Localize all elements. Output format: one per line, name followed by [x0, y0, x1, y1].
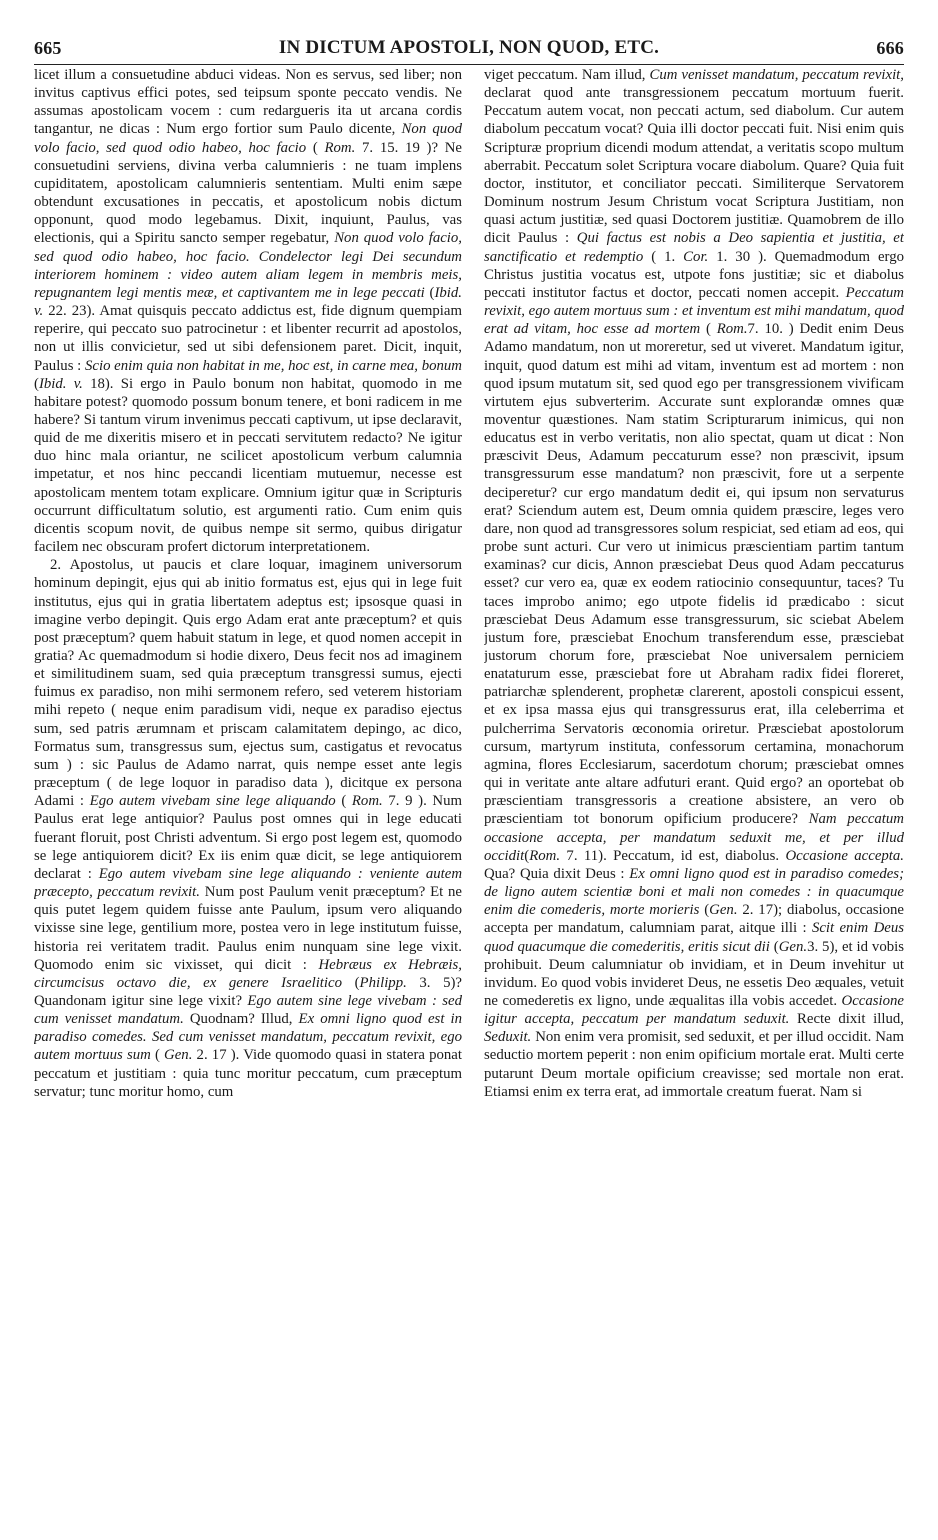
paragraph — [34, 66, 462, 556]
quotation-text: Ego autem vivebam sine lege aliquando : veniente autem præcepto, peccatum revixit. — [34, 865, 462, 901]
right-page-number: 666 — [876, 37, 904, 58]
quotation-text: Gen. — [164, 1047, 193, 1064]
quotation-text: Ibid. v. — [34, 284, 462, 320]
body-text: 1. 30 ). Quemadmodum ergo Christus justitia vocatus est, utpote fons justitiæ; sic et diabolus peccati institutor factus et doctor, peccati nomen accepit. — [484, 248, 904, 301]
quotation-text: Non quod volo facio, sed quod odio habeo, hoc facio — [34, 121, 462, 156]
quotation-text: Hebræus ex Hebræis, circumcisus octavo die, ex genere Israelitico — [34, 956, 462, 991]
body-text: 22. 23). Amat quisquis peccato addictus est, fide dignum quempiam reperire, qui peccato suo patrocinetur : et libenter recurrit ad apostolos, non ut illis convicietur, sed ut sibi defensionem paret. Dicit, inquit, Paulus : — [34, 303, 462, 374]
quotation-text: Gen. — [778, 938, 808, 955]
body-text: ( — [306, 139, 325, 156]
paragraph — [484, 66, 904, 1101]
body-text: ( — [342, 974, 360, 991]
body-text: ( — [424, 284, 435, 301]
quotation-text: Qui factus est nobis a Deo sapientia et justitia, et sanctificatio et redemptio — [484, 230, 904, 265]
body-text: 7. 10. ) Dedit enim Deus Adamo mandatum, non ut moreretur, sed ut viveret. Mandatum igitur, inquit, quod datum est mihi ad vitam, inventum est ad mortem : non quod ipsum mutatum sit, sed quod ego per transgressionem vivificam virtutem ejus subverterim. Accurate sunt explorandæ omnes quæ moventur quæstiones. Nam statim Scripturarum inimicus, qui non educatus est in verbo veritatis, non alio spectat, quam ut dicat : Non præscivit Deus, Adamum peccaturum esse? non præscivit, ipsum transgressurum esse mandatum? non præscivit, fore ut a serpente deciperetur? cur ergo mandatum dedit ei, qui ipsum non servaturus erat? Sciendum autem est, Deum omnia quidem præscire, leges vero dare, non quod ad transgressores solum respiciat, sed etiam ad eos, qui probe sunt acturi. Cur vero ut inimicus præscientiam partim tantum examinas? cur dicis, Annon præsciebat Deus quod Adam peccaturus esset? cur vero ea, quæ ex eodem ratiocinio consequuntur, taces? Tu taces improbo animo; ego utpote fidelis id prædicabo : sicut præsciebat Deus Adamum esse transgressurum, sic sciebat Abelem justum fore, præsciebat Enochum transferendum esse, præsciebat justorum chorum fore, præsciebat Noe universalem perniciem enataturum esse, præsciebat fore ut Abraham radix fidei floreret, patriarchæ splenderent, prophetæ clarerent, apostoli conspicui essent, et ex ipsa massa ejus qui transgressurus erat, illa celeberrima et pulcherrima Servatoris œconomia oriretur. Præsciebat apostolorum cursum, martyrum instituta, confessorum certamina, monachorum agmina, flores Ecclesiarum, sacerdotum chorum; præsciebat omnes qui in veritate ante altare adfuturi erant. Quid ergo? an oportebat ob præscientiam transgressoris a creatione absistere, an vero ob præscientiam tot bonorum opificium producere? — [484, 321, 904, 828]
body-text: licet illum a consuetudine abduci videas. Non es servus, sed liber; non invitus captivus effici potes, sed teipsum sponte peccato vendis. Ne assumas apostolicam vocem : cum redargueris ita ut arcana cordis tangantur, ne dicas : Num ergo fortior sum Paulo dicente, — [34, 67, 462, 138]
quotation-text: Ibid. v. — [38, 375, 83, 392]
body-text: 7. 9 ). Num Paulus erat lege antiquior? Paulus post omnes qui in lege educati fuerant floruit, post Christi adventum. Si ergo post legem est, quomodo se lege antiquiorem dicit? Ex iis enim quæ dicit, se lege antiquiorem declarat : — [34, 793, 462, 882]
quotation-text: Scio enim quia non habitat in me, hoc est, in carne mea, bonum — [85, 357, 462, 374]
quotation-text: Occasione accepta. — [785, 847, 904, 864]
body-text: ( — [335, 793, 352, 810]
body-text: 7. 15. 19 )? Ne consuetudini serviens, divina verba calumnieris : ne tuam implens cupiditatem, apostolicam calumnieris sententiam. Multi enim sæpe obtendunt excusationes in peccatis, et apostolicum nobis dictum opponunt, quod modo legebamus. Dixit, inquiunt, Paulus, vas electionis, qui a Spiritu sancto semper regebatur, — [34, 139, 462, 247]
body-text: Recte dixit illud, — [789, 1011, 904, 1028]
header-rule — [34, 64, 904, 65]
quotation-text: Seduxit. — [484, 1029, 532, 1046]
body-text: viget peccatum. Nam illud, — [484, 67, 650, 83]
quotation-text: Ego autem vivebam sine lege aliquando — [89, 793, 336, 810]
quotation-text: Rom. — [716, 321, 748, 338]
quotation-text: Peccatum revixit, ego autem mortuus sum : et inventum est mihi mandatum, quod erat ad vitam, hoc esse ad mortem — [484, 284, 904, 338]
body-text: 3. 5)? Quandonam igitur sine lege vixit? — [34, 974, 462, 1009]
body-text: 3. 5), et id vobis prohibuit. Deum calumniatur ob invidiam, et in Deum invehitur ut invidum. Eo quod vobis invideret Deus, ne essetis Deo æquales, vetuit ne comederetis ex ligno, unde æqualitas illa vobis accedet. — [484, 938, 904, 1009]
body-text: ( — [699, 902, 710, 919]
quotation-text: Cum venisset mandatum, peccatum revixit, — [649, 67, 904, 83]
quotation-text: Ex omni ligno quod est in paradiso comedes; de ligno autem scientiæ boni et mali non comedes : in quacumque enim die comederis, morte morieris — [484, 865, 904, 919]
quotation-text: Cor. — [683, 248, 709, 265]
quotation-text: Gen. — [709, 902, 738, 919]
body-text: Quodnam? Illud, — [183, 1011, 299, 1028]
body-text: 2. Apostolus, ut paucis et clare loquar, imaginem universorum hominum depingit, ejus qui ab initio formatus est, ejus qui in lege fuit institutus, ejus qui in gratia libertatem adeptus est; ipsosque quasi in imagine verbo depingit. Quis ergo Adam erat ante præceptum? et quis post præceptum? quem habuit statum in lege, et quod nomen accepit in gratia? Ac quemadmodum si hodie dixero, Deus fecit nos ad imaginem et similitudinem suam, sed quia præceptum transgressi sumus, ejecti fuimus ex paradiso, non mihi sermonem refero, sed veterem historiam mihi repeto ( neque enim paradisum vidi, neque ex paradiso ejectus sum, sed patris ærumnam et priscam calamitatem depingo, ac dico, Formatus sum, transgressus sum, ejectus sum, castigatus et revocatus sum ) : sic Paulus de Adamo narrat, quis nempe esset ante legis præceptum ( de lege loquor in paradiso data ), dicitque ex persona Adami : — [34, 557, 462, 810]
body-text: 2. 17 ). Vide quomodo quasi in statera ponat peccatum et justitiam : quia tunc moritur peccatum, cum præceptum servatur; tunc moritur homo, cum — [34, 1047, 462, 1100]
left-page-number: 665 — [34, 37, 62, 58]
quotation-text: Ex omni ligno quod est in paradiso comedes. Sed cum venisset mandatum, peccatum revixit, ego autem mortuus sum — [34, 1011, 462, 1064]
body-text: ( — [34, 375, 39, 392]
body-text: Non enim vera promisit, sed seduxit, et per illud occidit. Nam seductio mortem peperit : non enim opificium mortale erat. Multi certe putarunt Deum mortale opificium creavisse; sed mortale non erat. Etiamsi enim ex terra erat, ad immortale creatum fuerat. Nam si — [484, 1029, 904, 1100]
body-text: declarat quod ante transgressionem peccatum mortuum fuerit. Peccatum autem vocat, non peccati actum, sed diabolum. Cur autem diabolum peccatum vocat? Quia illi doctor peccati fuit. Nisi enim quis Scripturæ proprium dicendi modum attendat, a veritatis scopo multum aberrabit. Peccatum solet Scriptura vocare diabolum. Quare? Quia fuit doctor, institutor, et conciliator peccati. Similiterque Servatorem Dominum nostrum Jesum Christum vocat Scriptura Justitiam, non quasi actum justitiæ, sed quasi Doctorem justitiæ. Quamobrem de illo dicit Paulus : — [484, 85, 904, 247]
quotation-text: Scit enim Deus quod quacumque die comederitis, eritis sicut dii — [484, 920, 904, 955]
paragraph — [34, 556, 462, 1101]
quotation-text: Rom. — [324, 139, 356, 156]
body-text: 2. 17); diabolus, occasione accepta per mandatum, calumniam parat, aitque illi : — [484, 902, 904, 937]
right-column — [484, 66, 904, 1526]
quotation-text: Nam peccatum occasione accepta, per mandatum seduxit me, et per illud occidit — [484, 811, 904, 864]
left-column — [34, 66, 462, 1526]
quotation-text: Ego autem sine lege vivebam : sed cum venisset mandatum. — [34, 992, 462, 1028]
body-text: Num post Paulum venit præceptum? Et ne quis putet legem quidem fuisse ante Paulum, ipsum vero aliquando vixisse sine lege, gentilium more, postea vero in lege institutum fuisse, historia rei veritatem tradit. Paulus enim nunquam sine lege vixit. Quomodo enim sic vixisset, qui dicit : — [34, 884, 462, 973]
body-text: ( — [700, 321, 717, 338]
running-title: IN DICTUM APOSTOLI, NON QUOD, ETC. — [278, 37, 660, 58]
body-text: ( — [524, 847, 530, 864]
quotation-text: Rom. — [351, 793, 383, 810]
body-text: ( — [150, 1047, 165, 1064]
body-text: ( 1. — [643, 248, 684, 265]
body-text: Qua? Quia dixit Deus : — [484, 865, 630, 882]
quotation-text: Occasione igitur accepta, peccatum per mandatum seduxit. — [484, 992, 904, 1028]
body-text: ( — [769, 938, 779, 955]
quotation-text: Rom. — [529, 847, 561, 864]
running-head — [34, 34, 904, 62]
quotation-text: Non quod volo facio, sed quod odio habeo, hoc facio. Condelector legi Dei secundum interiorem hominem : video autem aliam legem in membris meis, repugnantem legi mentis meæ, et captivantem me in lege peccati — [34, 230, 462, 301]
quotation-text: Philipp. — [359, 974, 407, 991]
body-text: 7. 11). Peccatum, id est, diabolus. — [560, 847, 786, 864]
body-text: 18). Si ergo in Paulo bonum non habitat, quomodo in me habitare potest? quomodo possum bonum tenere, et boni radicem in me habere? Si tantum virum invenimus peccati captivum, ut ipse declaravit, quid de me dixeritis misero et in peccati servitutem redacto? Ne igitur duo hinc mala oriantur, ne scilicet apostolicum verbum calumnia impetatur, et nos hinc peccandi licentiam mutuemur, necesse est apostolicam mentem totam explicare. Omnium igitur quæ in Scripturis occurrunt difficultatum solutio, est argumenti ratio. Cum enim quis dicentis scopum novit, de quibus nempe sit sermo, quibus dirigatur facilem nec obscuram profert dictorum interpretationem. — [34, 375, 462, 556]
